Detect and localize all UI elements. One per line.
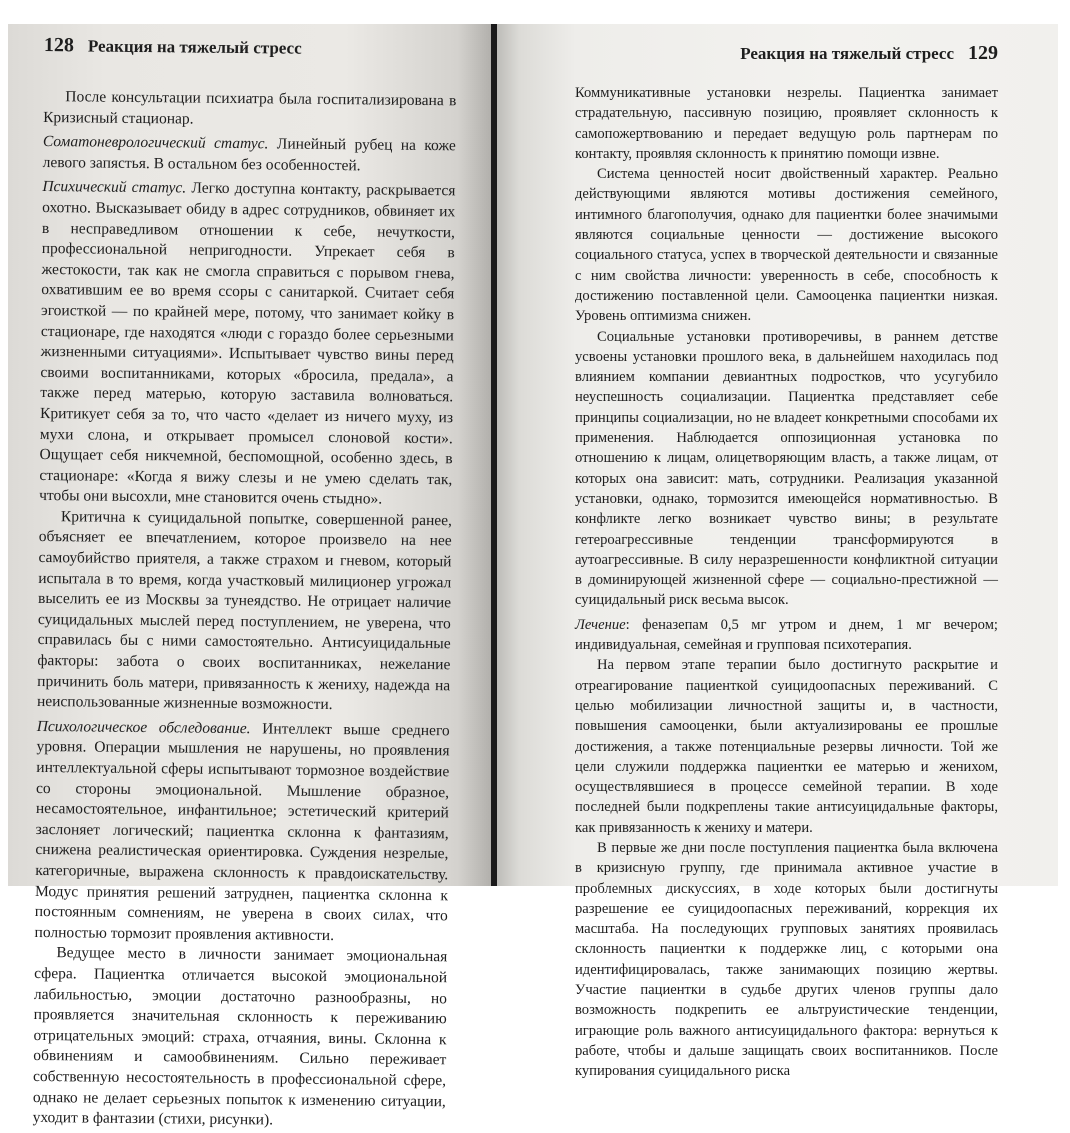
psych-exam-text: Интеллект выше среднего уровня. Операции мышления не нарушены, но проявления интеллектуальной сферы испытывают тормозное воздействие со стороны эмоциональной. Мышление образное, несамостоятельное, инфантильное; эстетический критерий заслоняет логический; пациентка склонна к фантазиям, снижена реалистическая ориентировка. Суждения незрелые, категоричные, выражена склонность к правдоискательству. Модус принятия решений затруднен, пациентка склонна к постоянным сомнениям, не уверена в своих силах, что полностью тормозит проявления активности. xyxy=(34,720,450,944)
communicative-paragraph: Коммуникативные установки незрелы. Пациентка занимает страдательную, пассивную позицию, проявляет склонность к самопожертвованию и передает ведущую роль партнерам по контакту, проявляя склонность к принятию помощи извне. xyxy=(575,85,998,162)
left-header-title: Реакция на тяжелый стресс xyxy=(87,36,302,58)
left-page-number: 128 xyxy=(43,34,74,57)
intro-paragraph: После консультации психиатра была госпитализирована в Кризисный стационар. xyxy=(43,88,457,128)
treatment-label: Лечение xyxy=(575,616,626,633)
somatic-status-label: Соматоневрологический статус. xyxy=(42,133,269,153)
group-paragraph: В первые же дни после поступления пациентка была включена в кризисную группу, где принимала активное участие в проблемных дискуссиях, в ходе которых были достигнуты разрешение ее суицидоопасных переживаний, коррекция их масштаба. На последующих групповых занятиях проявилась склонность пациентки к поддержке лиц, с которыми она идентифицировалась, также занимающих позицию жертвы. Участие пациентки в судьбе других членов группы дало возможность подкрепить ее альтруистические тенденции, играющие роль важного антисуицидального фактора: вернуться к работе, чтобы и дальше защищать своих воспитанников. После купирования суицидального риска xyxy=(575,839,998,1080)
treatment-paragraph xyxy=(575,615,998,656)
first-stage-paragraph: На первом этапе терапии было достигнуто раскрытие и отреагирование пациенткой суицидоопасных переживаний. С целью мобилизации личностной защиты и, в частности, повышения самооценки, были актуализированы ее прошлые достижения, а также потенциальные резервы личности. Той же цели служили поддержка пациентки ее матерью и женихом, осуществлявшиеся в процессе семейной терапии. В ходе последней были подкреплены такие антисуицидальные факторы, как привязанность к жениху и матери. xyxy=(575,657,998,836)
right-running-head xyxy=(575,42,998,65)
right-page-text xyxy=(575,83,998,1082)
somatic-status-text: Линейный рубец на коже левого запястья. В остальном без особенностей. xyxy=(42,135,456,175)
emotional-paragraph: Ведущее место в личности занимает эмоциональная сфера. Пациентка отличается высокой эмоциональной лабильностью, эмоции достаточно разнообразны, но проявляется значительная склонность к переживанию отрицательных эмоций: страха, отчаяния, вины. Склонна к обвинениям и самообвинениям. Сильно переживает собственную несостоятельность в профессиональной сфере, однако не делает серьезных попыток к изменению ситуации, уходит в фантазии (стихи, рисунки). xyxy=(32,944,448,1129)
treatment-text: : феназепам 0,5 мг утром и днем, 1 мг вечером; индивидуальная, семейная и групповая психотерапия. xyxy=(575,616,998,654)
left-page xyxy=(8,24,491,1129)
right-header-title: Реакция на тяжелый стресс xyxy=(740,44,954,63)
psych-exam-label: Психологическое обследование. xyxy=(36,717,251,738)
critical-paragraph: Критична к суицидальной попытке, совершенной ранее, объясняет ее впечатлением, которое произвело на нее самоубийство приятеля, а также страхом и гневом, который испытала в то время, когда участковый милиционер угрожал выселить ее из Москвы за тунеядство. Не отрицает наличие суицидальных мыслей перед поступлением, не уверена, что справилась бы с ними самостоятельно. Антисуицидальные факторы: забота о своих воспитанниках, нежелание причинить боль матери, привязанность к жениху, надежда на неиспользованные жизненные возможности. xyxy=(36,508,453,714)
mental-status-paragraph xyxy=(39,177,455,511)
values-paragraph: Система ценностей носит двойственный характер. Реально действующими являются мотивы достижения семейного, интимного благополучия, однако для пациентки более значимыми являются социальные ценности — достижение высокого социального статуса, успех в творческой деятельности и связанные с ним свойства личности: уверенность в себе, способность к достижению поставленной цели. Самооценка пациентки низкая. Уровень оптимизма снижен. xyxy=(575,166,998,325)
psych-exam-paragraph xyxy=(34,717,449,948)
mental-status-label: Психический статус. xyxy=(42,178,187,197)
right-page-number: 129 xyxy=(968,42,998,64)
open-book xyxy=(8,24,1058,1129)
left-running-head xyxy=(44,34,457,61)
social-paragraph: Социальные установки противоречивы, в раннем детстве усвоены установки прошлого века, в дальнейшем находилась под влиянием компании девиантных подростков, что усугубило неуспешность социализации. Пациентка представляет себе принципы социализации, но не владеет конкретными способами их применения. Наблюдается оппозиционная установка по отношению к лицам, олицетворяющим власть, а также лицам, от которых она зависит: мать, сотрудники. Реализация указанной установки, однако, тормозится имеющейся нормативностью. В конфликте легко возникает чувство вины; в результате гетероагрессивные тенденции трансформируются в аутоагрессивные. В силу неразрешенности конфликтной ситуации в доминирующей жизненной сфере — социально-престижной — суицидальный риск весьма высок. xyxy=(575,328,998,609)
mental-status-text: Легко доступна контакту, раскрывается охотно. Высказывает обиду в адрес сотрудников, обвиняет их в несправедливом отношении к себе, нечуткости, профессиональной непригодности. Упрекает себя в жестокости, так как не смогла справиться с порывом гнева, охватившим ее во время ссоры с санитаркой. Считает себя эгоисткой — по крайней мере, потому, что занимает койку в стационаре, где находятся «люди с гораздо более серьезными жизненными ситуациями». Испытывает чувство вины перед своими воспитанниками, которых «бросила, предала», а также перед матерью, которую заставила волноваться. Критикует себя за то, что часто «делает из ничего муху, из мухи слона, и открывает промысел слоновой кости». Ощущает себя никчемной, беспомощной, особенно здесь, в стационаре: «Когда я вижу слезы и не умею сделать так, чтобы они высохли, мне становится очень стыдно». xyxy=(39,179,456,508)
right-page xyxy=(497,24,1058,1080)
left-page-text xyxy=(33,87,457,1133)
somatic-status-paragraph xyxy=(43,132,456,178)
